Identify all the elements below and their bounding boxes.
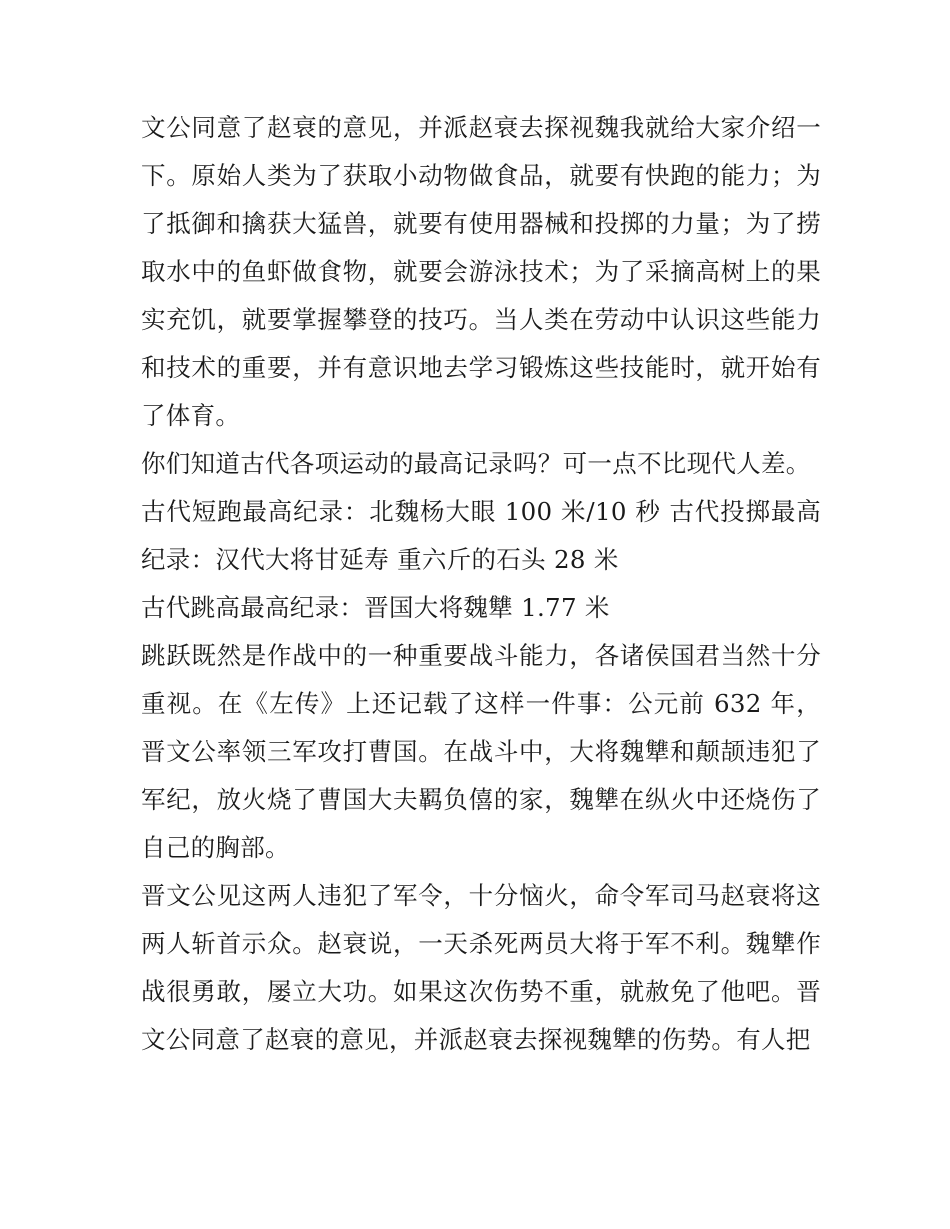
paragraph-origin-of-sports: 文公同意了赵衰的意见，并派赵衰去探视魏我就给大家介绍一下。原始人类为了获取小动物做食品，就要有快跑的能力；为了抵御和擒获大猛兽，就要有使用器械和投掷的力量；为了捞取水中的鱼虾做食物，就要会游泳技术；为了采摘高树上的果实充饥，就要掌握攀登的技巧。当人类在劳动中认识这些能力和技术的重要，并有意识地去学习锻炼这些技能时，就开始有了体育。 <box>141 113 821 430</box>
body-text <box>141 104 821 1064</box>
paragraph-sprint-throw-records: 古代短跑最高纪录：北魏杨大眼 100 米/10 秒 古代投掷最高纪录：汉代大将甘延寿 重六斤的石头 28 米 <box>141 497 821 574</box>
paragraph-jin-wengong-decision: 晋文公见这两人违犯了军令，十分恼火，命令军司马赵衰将这两人斩首示众。赵衰说，一天杀死两员大将于军不利。魏犨作战很勇敢，屡立大功。如果这次伤势不重，就赦免了他吧。晋文公同意了赵衰的意见，并派赵衰去探视魏犨的伤势。有人把 <box>141 881 821 1054</box>
paragraph-ancient-records-question: 你们知道古代各项运动的最高记录吗？可一点不比现代人差。 <box>141 449 811 478</box>
paragraph-high-jump-record: 古代跳高最高纪录：晋国大将魏犨 1.77 米 <box>141 593 610 622</box>
paragraph-zuozhuan-story: 跳跃既然是作战中的一种重要战斗能力，各诸侯国君当然十分重视。在《左传》上还记载了这样一件事：公元前 632 年，晋文公率领三军攻打曹国。在战斗中，大将魏犨和颠颉违犯了军纪，放火烧了曹国大夫羁负僖的家，魏犨在纵火中还烧伤了自己的胸部。 <box>141 641 821 862</box>
